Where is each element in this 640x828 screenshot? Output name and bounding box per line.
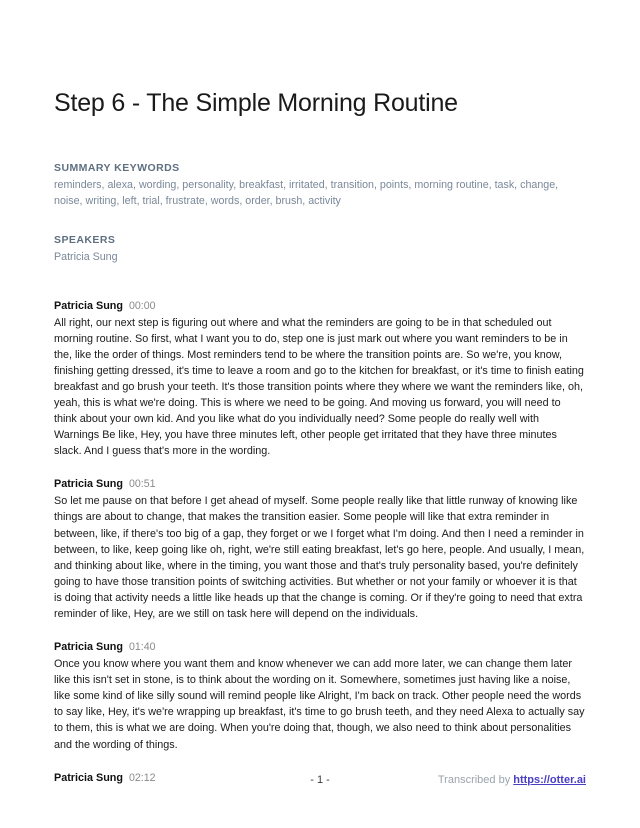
timestamp[interactable]: 00:00	[129, 299, 156, 312]
transcript-turn-header	[54, 297, 586, 314]
transcribed-by-label: Transcribed by	[437, 774, 511, 786]
transcript-turn-header	[54, 638, 586, 655]
transcript-body	[54, 297, 586, 786]
summary-keywords-list: reminders, alexa, wording, personality, breakfast, irritated, transition, points, morning routine, task, change, noise, writing, left, trial, frustrate, words, order, brush, activity	[54, 179, 559, 207]
timestamp[interactable]: 02:12	[129, 771, 156, 784]
summary-keywords-section	[54, 161, 586, 209]
transcript-turn	[54, 638, 586, 753]
transcript-turn-text: All right, our next step is figuring out where and what the reminders are going to be in that scheduled out morning routine. So first, what I want you to do, step one is just mark out where you want reminders to be in the, like the order of things. Most reminders tend to be where the transition points are. So we're, you know, finishing getting dressed, it's time to leave a room and go to the kitchen for breakfast, or it's time to finish eating breakfast and go brush your teeth. It's those transition points where they where we want the reminders like, oh, yeah, this is what we're doing. This is where we need to be going. And moving us forward, you will need to think about your own kid. And you like what do you individually need? Some people do really well with Warnings Be like, Hey, you have three minutes left, other people get irritated that they have three minutes slack. And I guess that's more in the wording.	[54, 316, 584, 458]
transcript-turn	[54, 297, 586, 460]
page-footer	[0, 772, 640, 792]
otter-ai-link[interactable]: https://otter.ai	[513, 774, 586, 786]
summary-keywords-heading: SUMMARY KEYWORDS	[54, 162, 180, 174]
speakers-section	[54, 233, 586, 266]
page-content	[54, 0, 586, 802]
transcript-turn-text: So let me pause on that before I get ahead of myself. Some people really like that little runway of knowing like things are about to change, that makes the transition easier. Some people will like that extra reminder in between, like, if there's too big of a gap, they forget or we I forget what I'm doing. And then I need a reminder in between, to like, keep going like oh, right, we're still eating breakfast, let's go here, people. And usually, I mean, and thinking about like, where in the timing, you want those and that's truly personality based, you're definitely going to have those transition points of switching activities. But whether or not your family or whoever it is that is doing that activity needs a little like heads up that the change is coming. Or if they're going to need that extra reminder of like, Hey, are we still on task here will depend on the individuals.	[54, 495, 585, 620]
speaker-name: Patricia Sung	[54, 641, 123, 654]
page-number: - 1 -	[310, 774, 330, 786]
speakers-heading: SPEAKERS	[54, 234, 116, 246]
timestamp[interactable]: 01:40	[129, 641, 156, 654]
speaker-name: Patricia Sung	[54, 299, 123, 312]
transcript-turn-text: Once you know where you want them and know whenever we can add more later, we can change them later like this isn't set in stone, is to think about the wording on it. Somewhere, sometimes just having like a noise, like some kind of like silly sound will remind people like Alright, I'm back on track. Other people need the words to say like, Hey, it's we're wrapping up breakfast, it's time to go brush teeth, and they need Alexa to actually say to them, this is what we are doing. When you're doing that, though, we also need to think about personalities and the wording of things.	[54, 658, 585, 751]
speaker-name: Patricia Sung	[54, 478, 123, 491]
transcribed-by	[438, 772, 586, 788]
speaker-name: Patricia Sung	[54, 771, 123, 784]
transcript-turn	[54, 475, 586, 622]
page-title: Step 6 - The Simple Morning Routine	[54, 89, 458, 117]
speakers-list: Patricia Sung	[54, 251, 118, 263]
transcript-turn-header	[54, 475, 586, 492]
timestamp[interactable]: 00:51	[129, 478, 156, 491]
